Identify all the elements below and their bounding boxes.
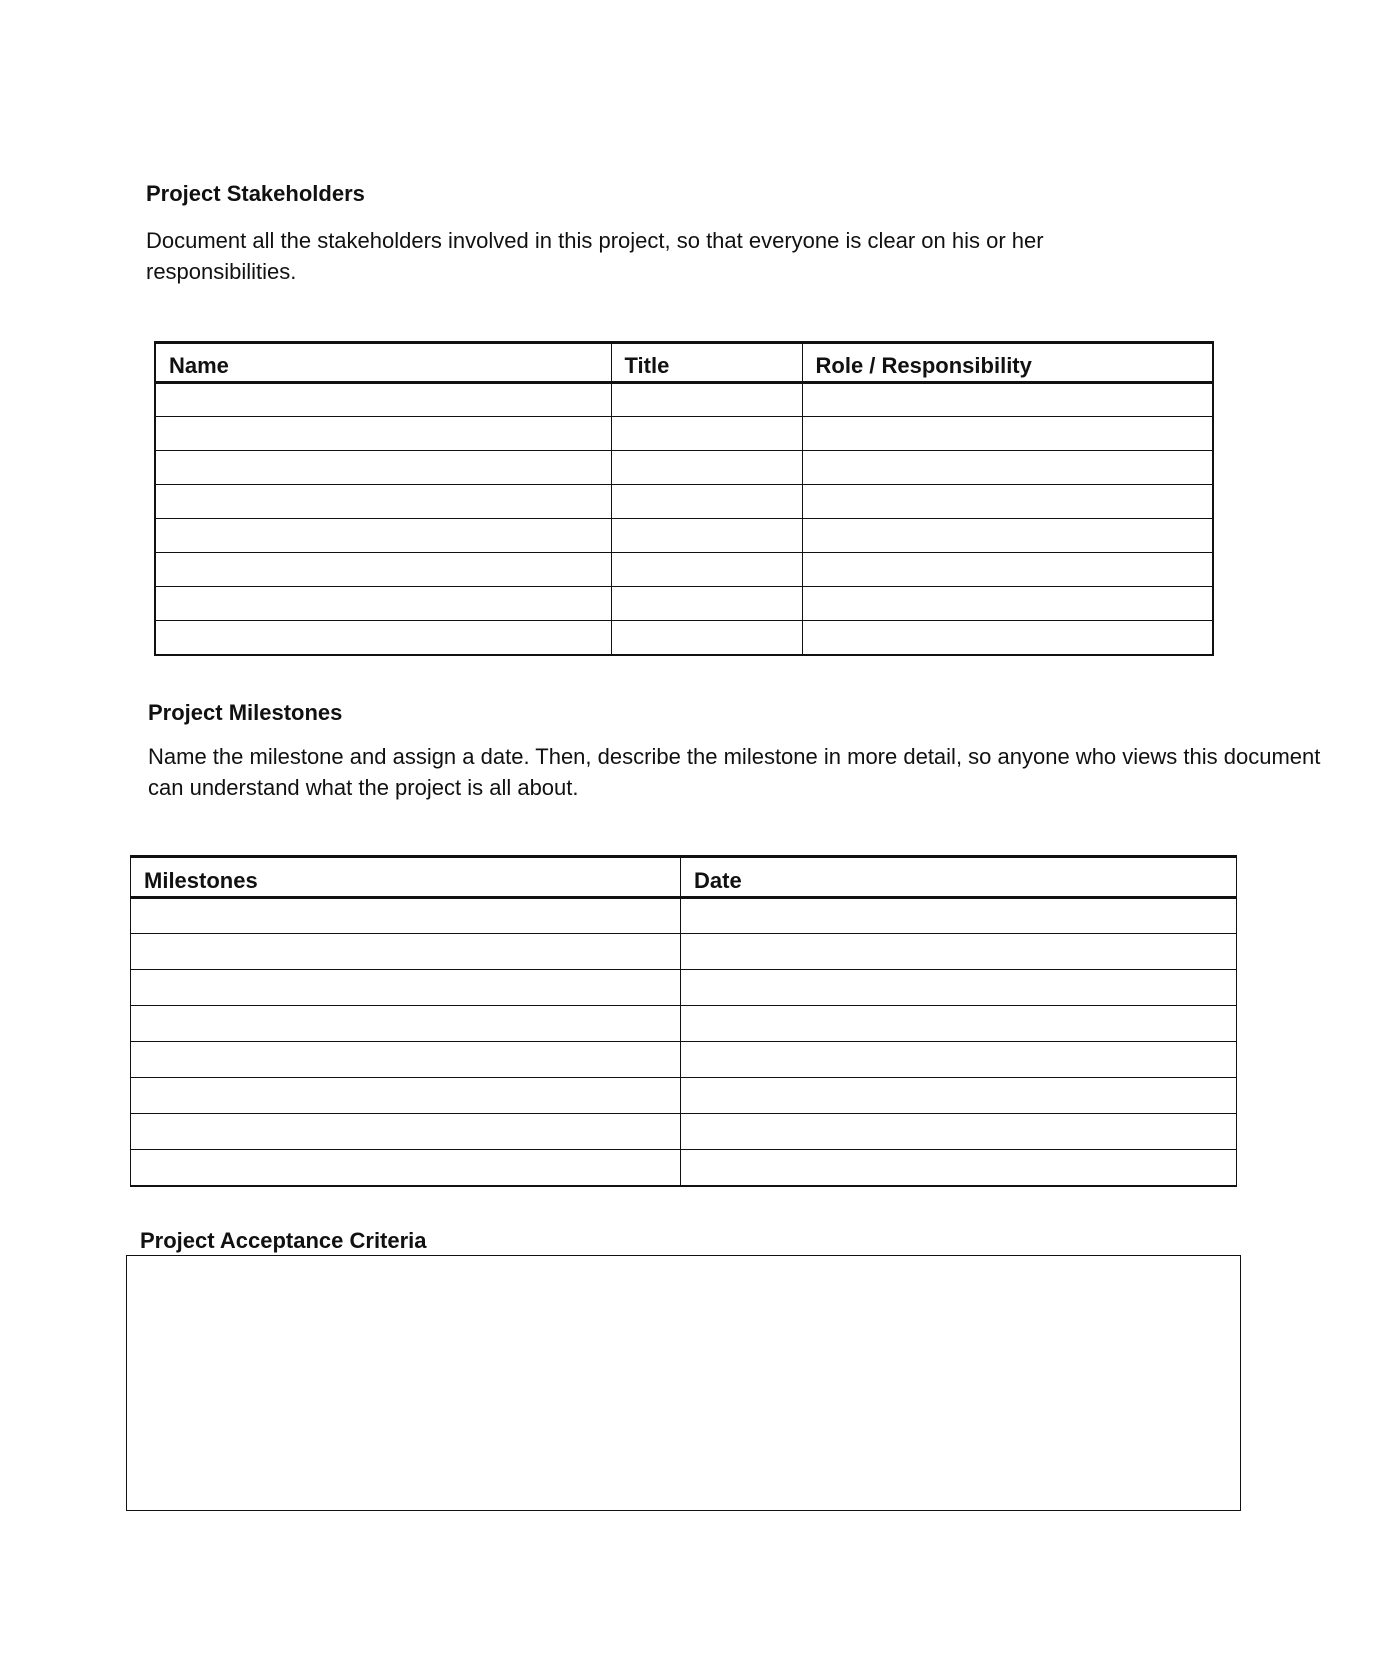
stakeholders-cell[interactable] [155,519,611,553]
acceptance-heading: Project Acceptance Criteria [140,1228,427,1253]
milestones-description: Name the milestone and assign a date. Then, describe the milestone in more detail, so anyone who views this document can understand what the project is all about. [148,744,1321,800]
milestones-row [131,1150,1237,1186]
stakeholders-cell[interactable] [611,485,802,519]
milestones-cell[interactable] [681,934,1237,970]
stakeholders-row [155,553,1213,587]
milestones-heading: Project Milestones [148,700,343,725]
acceptance-criteria-box[interactable] [126,1255,1241,1511]
milestones-cell[interactable] [681,1150,1237,1186]
stakeholders-row [155,519,1213,553]
stakeholders-cell[interactable] [611,519,802,553]
stakeholders-table [154,341,1214,656]
stakeholders-cell[interactable] [802,587,1213,621]
stakeholders-row [155,587,1213,621]
stakeholders-heading: Project Stakeholders [146,181,365,206]
stakeholders-row [155,451,1213,485]
stakeholders-cell[interactable] [155,383,611,417]
milestones-cell[interactable] [681,970,1237,1006]
milestones-cell[interactable] [681,1078,1237,1114]
stakeholders-cell[interactable] [155,451,611,485]
milestones-cell[interactable] [681,1114,1237,1150]
milestones-cell[interactable] [131,1078,681,1114]
stakeholders-row [155,417,1213,451]
stakeholders-cell[interactable] [802,621,1213,655]
stakeholders-cell[interactable] [155,485,611,519]
stakeholders-description: Document all the stakeholders involved in this project, so that everyone is clear on his or her responsibilities. [146,228,1044,284]
stakeholders-cell[interactable] [802,485,1213,519]
column-header-name: Name [155,343,611,383]
milestones-cell[interactable] [131,1114,681,1150]
milestones-cell[interactable] [681,1006,1237,1042]
stakeholders-cell[interactable] [802,417,1213,451]
milestones-row [131,1006,1237,1042]
milestones-row [131,1078,1237,1114]
milestones-cell[interactable] [131,934,681,970]
milestones-cell[interactable] [131,1042,681,1078]
stakeholders-cell[interactable] [611,417,802,451]
column-header-role: Role / Responsibility [802,343,1213,383]
stakeholders-cell[interactable] [611,621,802,655]
stakeholders-cell[interactable] [611,587,802,621]
column-header-title: Title [611,343,802,383]
stakeholders-cell[interactable] [802,383,1213,417]
stakeholders-header-row [155,343,1213,383]
milestones-table [130,855,1237,1187]
stakeholders-cell[interactable] [611,383,802,417]
stakeholders-row [155,621,1213,655]
milestones-cell[interactable] [131,1006,681,1042]
stakeholders-cell[interactable] [802,451,1213,485]
column-header-milestones: Milestones [131,857,681,898]
milestones-row [131,898,1237,934]
stakeholders-cell[interactable] [155,587,611,621]
milestones-cell[interactable] [681,898,1237,934]
stakeholders-cell[interactable] [802,553,1213,587]
stakeholders-cell[interactable] [155,553,611,587]
milestones-header-row [131,857,1237,898]
milestones-cell[interactable] [681,1042,1237,1078]
stakeholders-cell[interactable] [155,417,611,451]
stakeholders-cell[interactable] [802,519,1213,553]
stakeholders-cell[interactable] [611,553,802,587]
milestones-row [131,1114,1237,1150]
column-header-date: Date [681,857,1237,898]
stakeholders-row [155,383,1213,417]
milestones-row [131,970,1237,1006]
milestones-row [131,1042,1237,1078]
milestones-row [131,934,1237,970]
milestones-cell[interactable] [131,1150,681,1186]
stakeholders-row [155,485,1213,519]
milestones-cell[interactable] [131,898,681,934]
stakeholders-cell[interactable] [611,451,802,485]
milestones-cell[interactable] [131,970,681,1006]
stakeholders-cell[interactable] [155,621,611,655]
